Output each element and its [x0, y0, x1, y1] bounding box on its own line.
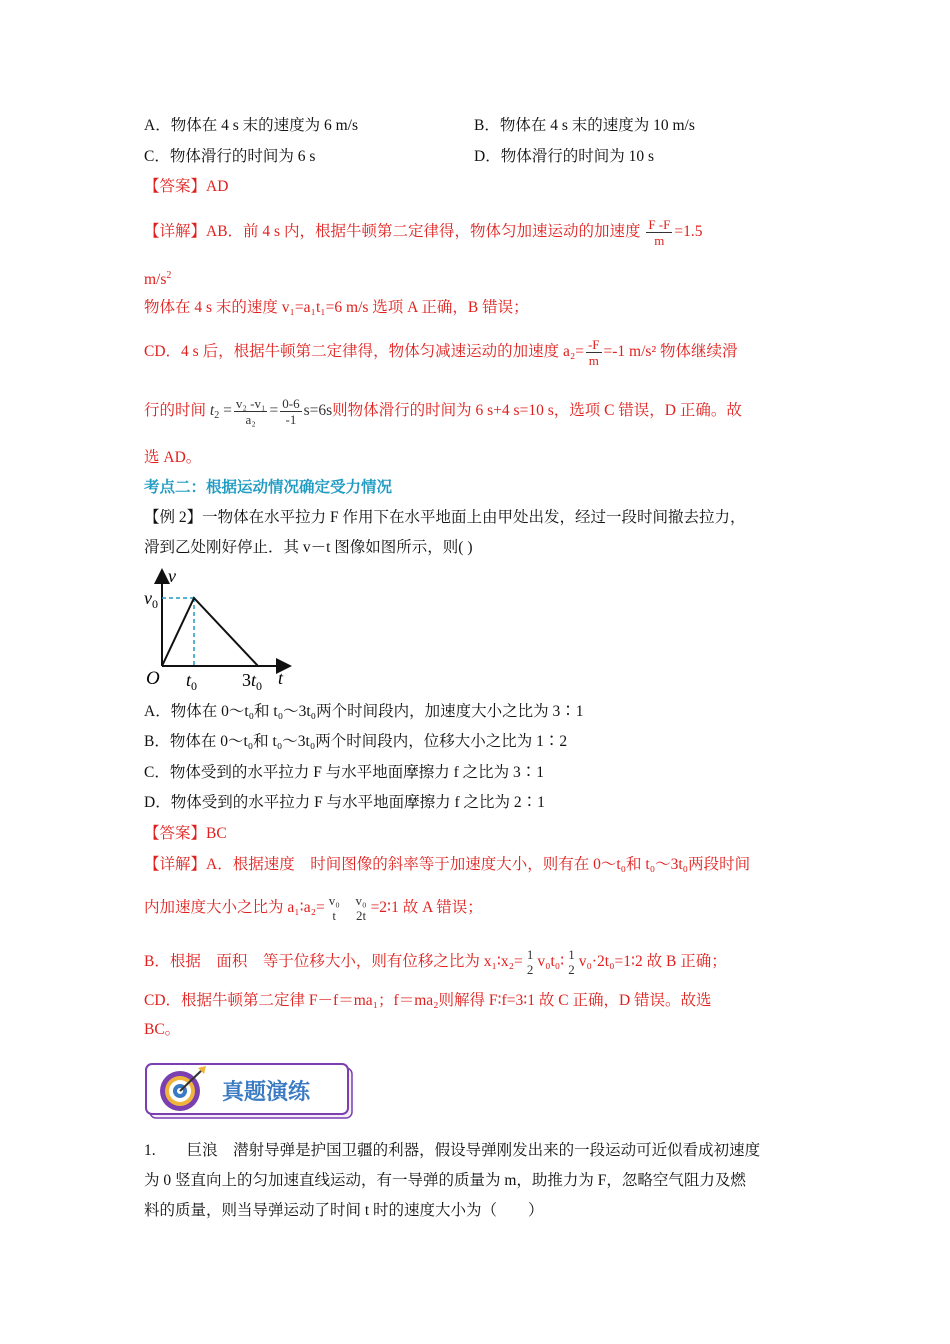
detail-ex2-line2-text: 内加速度大小之比为 a₁∶a₂=: [144, 899, 325, 916]
option-d: D．物体滑行的时间为 10 s: [474, 148, 654, 165]
practice-line1: 1. 巨浪 潜射导弹是护国卫疆的利器，假设导弹刚发出来的一段运动可近似看成初速度: [144, 1142, 761, 1159]
example2-option-a: A．物体在 0～t₀和 t₀～3t₀两个时间段内，加速度大小之比为 3∶1: [144, 703, 584, 720]
detail-ex2-line2-end: =2∶1 故 A 错误；: [370, 899, 483, 916]
fraction-num: 1: [568, 947, 575, 963]
fraction-num: F -F: [648, 216, 671, 232]
fraction: [354, 893, 369, 923]
detail-ex2-line4: CD．根据牛顿第二定律 F－f＝ma₁；f＝ma₂则解得 F∶f=3∶1 故 C 正确，D 错误。故选: [144, 992, 712, 1009]
vt-graph: [142, 566, 302, 692]
velocity-curve: [162, 598, 258, 666]
unit-text: m/s: [144, 271, 167, 288]
section-title: 考点二：根据运动情况确定受力情况: [144, 479, 393, 496]
option-c: C．物体滑行的时间为 6 s: [144, 148, 316, 165]
detail-ex2-line3-mid: v₀t₀∶: [537, 953, 565, 970]
detail-q1-line1-end: =1.5: [674, 223, 703, 240]
origin-label: O: [146, 668, 160, 689]
fraction-den: m: [588, 352, 599, 368]
fraction: [646, 217, 672, 248]
fraction-den: -1: [285, 411, 297, 427]
practice-line2: 为 0 竖直向上的匀加速直线运动，有一导弹的质量为 m，助推力为 F，忽略空气阻力及燃: [144, 1172, 746, 1189]
option-b: B．物体在 4 s 末的速度为 10 m/s: [474, 117, 695, 134]
fraction: [327, 893, 342, 923]
detail-ex2-line2: [144, 888, 483, 928]
detail-q1-line1-text: 【详解】AB．前 4 s 内，根据牛顿第二定律得，物体匀加速运动的加速度: [144, 223, 645, 240]
answer-q1: 【答案】AD: [144, 178, 229, 195]
example2-stem-line2: 滑到乙处刚好停止．其 v－t 图像如图所示，则( ): [144, 539, 473, 556]
detail-q1-line4-text: 行的时间: [144, 402, 207, 419]
detail-ex2-line1: 【详解】A．根据速度 时间图像的斜率等于加速度大小，则有在 0～t₀和 t₀～3t₀两段时间: [144, 856, 751, 873]
fraction-num: -F: [587, 336, 600, 352]
fraction-den: 2t: [355, 908, 367, 924]
practice-line3: 料的质量，则当导弹运动了时间 t 时的速度大小为（ ）: [144, 1202, 544, 1219]
fraction-num: v₀: [328, 893, 340, 909]
detail-q1-unit: $m/s^2$: [144, 270, 172, 288]
banner-title: 真题演练: [222, 1080, 311, 1105]
fraction: [586, 337, 602, 368]
example2-option-d: D．物体受到的水平拉力 F 与水平地面摩擦力 f 之比为 2∶1: [144, 794, 545, 811]
fraction-den: m: [654, 232, 665, 248]
section-banner: [144, 1062, 358, 1124]
fraction: [234, 396, 268, 427]
detail-q1-line3-text: CD．4 s 后，根据牛顿第二定律得，物体匀减速运动的加速度 a₂=: [144, 343, 584, 360]
detail-q1-line1: [144, 212, 703, 252]
t0-label: $t_0$: [186, 670, 198, 692]
example2-option-b: B．物体在 0～t₀和 t₀～3t₀两个时间段内，位移大小之比为 1∶2: [144, 733, 568, 750]
fraction-num: v₀: [355, 893, 367, 909]
fraction-half: [525, 947, 536, 977]
option-a: A．物体在 4 s 末的速度为 6 m/s: [144, 117, 358, 134]
detail-ex2-line3: [144, 942, 727, 982]
detail-q1-line2: 物体在 4 s 末的速度 v₁=a₁t₁=6 m/s 选项 A 正确，B 错误；: [144, 299, 529, 316]
detail-q1-line4: 行的时间 $t_2$ = $\frac{\text{v₂ -v₁}}{\text{a₂}}$ = $\frac{0-6}{-1}$ s=6s则物体滑行的时间为 6 s+4 s=10 s，选项 C 错误，D 正确。故: [144, 395, 742, 427]
fraction: [280, 396, 301, 427]
3t0-label: $3t_0$: [242, 670, 263, 692]
detail-q1-line3: [144, 332, 737, 372]
detail-ex2-line3-text: B．根据 面积 等于位移大小，则有位移之比为 x₁∶x₂=: [144, 953, 523, 970]
detail-ex2-line5: BC。: [144, 1021, 181, 1038]
fraction-den: 2: [526, 962, 534, 978]
detail-q1-line4-end: 则物体滑行的时间为 6 s+4 s=10 s，选项 C 错误，D 正确。故: [332, 402, 742, 419]
answer-example2: 【答案】BC: [144, 825, 227, 842]
example2-option-c: C．物体受到的水平拉力 F 与水平地面摩擦力 f 之比为 3∶1: [144, 764, 544, 781]
fraction-unit: s=6s: [303, 402, 333, 419]
detail-ex2-line3-end: v₀·2t₀=1∶2 故 B 正确；: [578, 953, 727, 970]
fraction-num: 1: [526, 947, 534, 963]
fraction-num: v₂ -v₁: [235, 395, 266, 411]
fraction-den: a₂: [245, 411, 256, 427]
example2-stem-line1: 【例 2】一物体在水平拉力 F 作用下在水平地面上由甲处出发，经过一段时间撤去拉力，: [144, 509, 746, 526]
detail-q1-line5: 选 AD。: [144, 449, 202, 466]
v-axis-label: v: [168, 566, 176, 586]
t-axis-label: t: [278, 668, 284, 688]
detail-q1-line3-end: =-1 m/s² 物体继续滑: [603, 343, 738, 360]
v0-label: $v_0$: [144, 588, 158, 611]
fraction-half: [566, 947, 577, 977]
fraction-num: 0-6: [282, 395, 300, 411]
fraction-den: t: [332, 908, 337, 924]
fraction-den: 2: [568, 962, 575, 978]
